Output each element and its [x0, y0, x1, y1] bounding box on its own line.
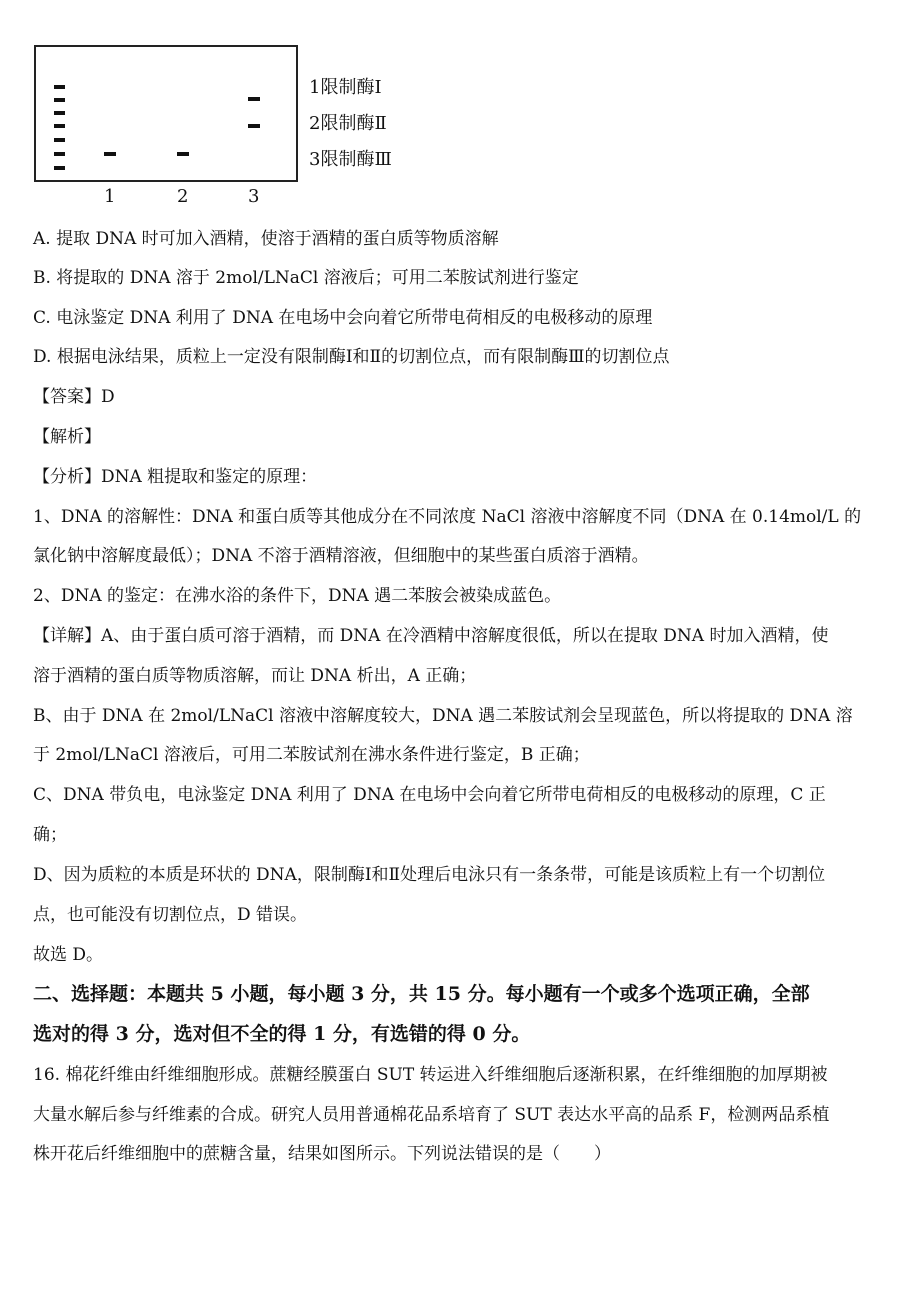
gel-figure — [34, 45, 298, 182]
question-16-line: 株开花后纤维细胞中的蔗糖含量，结果如图所示。下列说法错误的是（ ） — [33, 1144, 611, 1164]
analysis-line: 1、DNA 的溶解性：DNA 和蛋白质等其他成分在不同浓度 NaCl 溶液中溶解度不同（DNA 在 0.14mol/L 的 — [33, 507, 862, 527]
option-b: B. 将提取的 DNA 溶于 2mol/LNaCl 溶液后；可用二苯胺试剂进行鉴定 — [33, 268, 579, 288]
marker-band — [54, 85, 65, 89]
analysis-line: 【分析】DNA 粗提取和鉴定的原理： — [33, 467, 318, 487]
section-heading: 二、选择题：本题共 5 小题，每小题 3 分，共 15 分。每小题有一个或多个选项正确，全部 — [33, 983, 810, 1005]
question-16-line: 大量水解后参与纤维素的合成。研究人员用普通棉花品系培育了 SUT 表达水平高的品系 F，检测两品系植 — [33, 1105, 830, 1125]
analysis-line: 点，也可能没有切割位点，D 错误。 — [33, 905, 308, 925]
lane-3-band — [248, 97, 260, 101]
analysis-line: 于 2mol/LNaCl 溶液后，可用二苯胺试剂在沸水条件进行鉴定，B 正确； — [33, 745, 590, 765]
question-16-line: 16. 棉花纤维由纤维细胞形成。蔗糖经膜蛋白 SUT 转运进入纤维细胞后逐渐积累，在纤维细胞的加厚期被 — [33, 1065, 828, 1085]
analysis-header: 【解析】 — [33, 427, 101, 447]
analysis-line: 故选 D。 — [33, 945, 104, 965]
analysis-line: 氯化钠中溶解度最低）；DNA 不溶于酒精溶液，但细胞中的某些蛋白质溶于酒精。 — [33, 546, 649, 566]
analysis-line: D、因为质粒的本质是环状的 DNA，限制酶Ⅰ和Ⅱ处理后电泳只有一条条带，可能是该质粒上有一个切割位 — [33, 865, 826, 885]
marker-band — [54, 124, 65, 128]
analysis-line: 确； — [33, 825, 67, 845]
legend-item-2: 2限制酶Ⅱ — [309, 113, 387, 134]
lane-3-band — [248, 124, 260, 128]
analysis-line: 2、DNA 的鉴定：在沸水浴的条件下，DNA 遇二苯胺会被染成蓝色。 — [33, 586, 562, 606]
lane-label-1: 1 — [104, 186, 116, 207]
section-heading: 选对的得 3 分，选对但不全的得 1 分，有选错的得 0 分。 — [33, 1023, 531, 1045]
analysis-line: 溶于酒精的蛋白质等物质溶解，而让 DNA 析出，A 正确； — [33, 666, 477, 686]
legend-item-1: 1限制酶Ⅰ — [309, 77, 382, 98]
lane-2-band — [177, 152, 189, 156]
legend-item-3: 3限制酶Ⅲ — [309, 149, 392, 170]
analysis-line: C、DNA 带负电，电泳鉴定 DNA 利用了 DNA 在电场中会向着它所带电荷相反的电极移动的原理，C 正 — [33, 785, 826, 805]
analysis-line: B、由于 DNA 在 2mol/LNaCl 溶液中溶解度较大，DNA 遇二苯胺试剂会呈现蓝色，所以将提取的 DNA 溶 — [33, 706, 853, 726]
marker-band — [54, 166, 65, 170]
option-c: C. 电泳鉴定 DNA 利用了 DNA 在电场中会向着它所带电荷相反的电极移动的原理 — [33, 308, 653, 328]
analysis-line: 【详解】A、由于蛋白质可溶于酒精，而 DNA 在冷酒精中溶解度很低，所以在提取 DNA 时加入酒精，使 — [33, 626, 829, 646]
option-a: A. 提取 DNA 时可加入酒精，使溶于酒精的蛋白质等物质溶解 — [33, 229, 499, 249]
option-d: D. 根据电泳结果，质粒上一定没有限制酶Ⅰ和Ⅱ的切割位点，而有限制酶Ⅲ的切割位点 — [33, 347, 670, 367]
marker-band — [54, 111, 65, 115]
marker-band — [54, 98, 65, 102]
marker-band — [54, 152, 65, 156]
answer: 【答案】D — [33, 387, 115, 407]
lane-label-2: 2 — [177, 186, 189, 207]
lane-1-band — [104, 152, 116, 156]
lane-label-3: 3 — [248, 186, 260, 207]
marker-band — [54, 138, 65, 142]
